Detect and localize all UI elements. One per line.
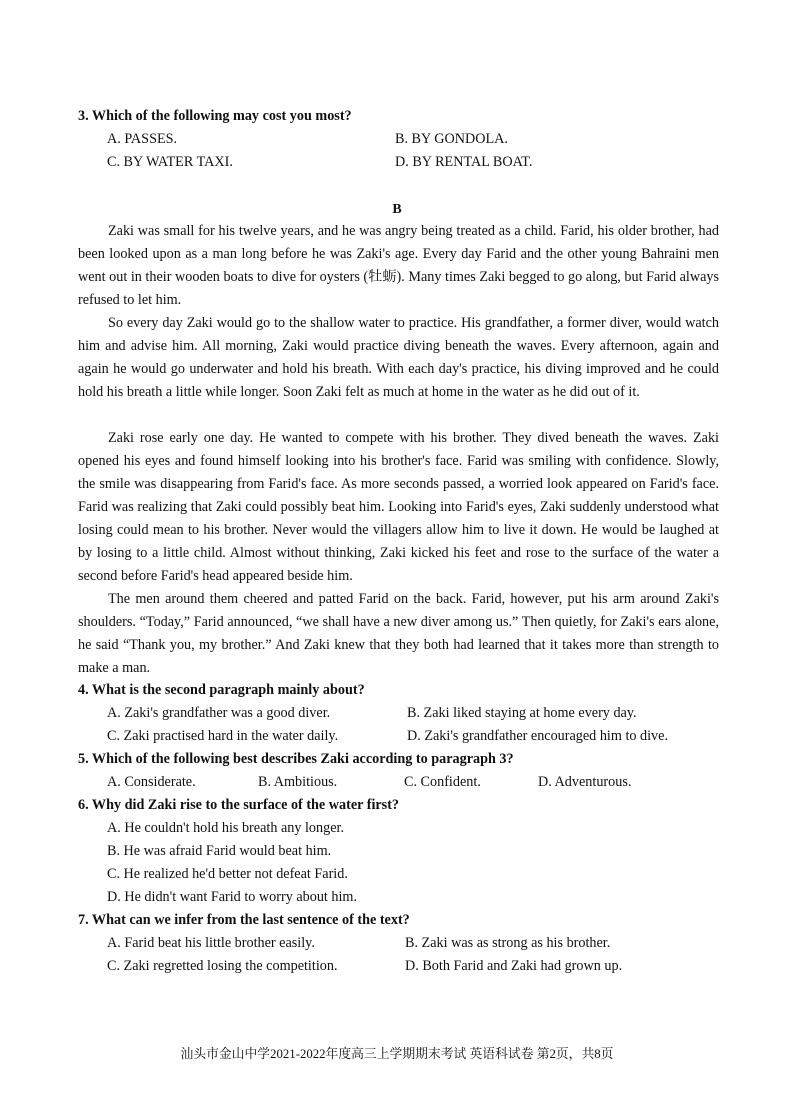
question-3-option-d: D. BY RENTAL BOAT. [395, 154, 533, 170]
question-3-option-a: A. PASSES. [107, 131, 178, 147]
question-7-option-d: D. Both Farid and Zaki had grown up. [405, 958, 623, 974]
passage-paragraph-2: So every day Zaki would go to the shallow water to practice. His grandfather, a former diver, would watch him and advise him. All morning, Zaki would practice diving beneath the waves. Every afternoon, again and again he would go underwater and hold his breath. With each day's practice, his diving improved and he could hold his breath a little while longer. Soon Zaki felt as much at home in the water as he did out of it. [78, 315, 719, 400]
question-5-option-a: A. Considerate. [107, 774, 196, 790]
question-7-option-a: A. Farid beat his little brother easily. [107, 935, 315, 951]
question-4-option-a: A. Zaki's grandfather was a good diver. [107, 705, 331, 721]
question-6-stem: 6. Why did Zaki rise to the surface of the water first? [78, 797, 400, 813]
question-5-option-d: D. Adventurous. [538, 774, 632, 790]
question-4-stem: 4. What is the second paragraph mainly about? [78, 682, 365, 698]
question-6-option-a: A. He couldn't hold his breath any longer. [107, 820, 344, 836]
question-4-option-c: C. Zaki practised hard in the water daily. [107, 728, 339, 744]
question-3-option-c: C. BY WATER TAXI. [107, 154, 233, 170]
question-5-stem: 5. Which of the following best describes Zaki according to paragraph 3? [78, 751, 514, 767]
passage-paragraph-3: Zaki rose early one day. He wanted to compete with his brother. They dived beneath the waves. Zaki opened his eyes and found himself looking into his brother's face. Farid was smiling with confidence. Slowly, the smile was disappearing from Farid's face. As more seconds passed, a worried look appeared on Farid's face. Farid was realizing that Zaki could possibly beat him. Looking into Farid's eyes, Zaki suddenly understood what losing could mean to his brother. Never would the villagers allow him to live it down. He would be laughed at by losing to a little child. Almost without thinking, Zaki kicked his feet and rose to the surface of the water a second before Farid's head appeared beside him. [78, 430, 719, 584]
question-5-option-b: B. Ambitious. [258, 774, 338, 790]
question-6-option-d: D. He didn't want Farid to worry about him. [107, 889, 358, 905]
passage-paragraph-1: Zaki was small for his twelve years, and he was angry being treated as a child. Farid, his older brother, had been looked upon as a man long before he was Zaki's age. Every day Farid and the other young Bahraini men went out in their wooden boats to dive for oysters (牡蛎). Many times Zaki begged to go along, but Farid always refused to let him. [78, 223, 719, 308]
question-6-option-c: C. He realized he'd better not defeat Farid. [107, 866, 348, 882]
question-7-stem: 7. What can we infer from the last sentence of the text? [78, 912, 410, 928]
question-3-option-b: B. BY GONDOLA. [395, 131, 508, 147]
question-4-option-b: B. Zaki liked staying at home every day. [407, 705, 637, 721]
section-b-title: B [392, 202, 402, 217]
question-5-option-c: C. Confident. [404, 774, 481, 790]
question-7-option-b: B. Zaki was as strong as his brother. [405, 935, 611, 951]
question-6-option-b: B. He was afraid Farid would beat him. [107, 843, 332, 859]
question-7-option-c: C. Zaki regretted losing the competition. [107, 958, 338, 974]
page-footer: 汕头市金山中学2021-2022年度高三上学期期末考试 英语科试卷 第2页，共8页 [180, 1047, 614, 1061]
passage-paragraph-4: The men around them cheered and patted Farid on the back. Farid, however, put his arm around Zaki's shoulders. “Today,” Farid announced, “we shall have a new diver among us.” Then quietly, for Zaki's ears alone, he said “Thank you, my brother.” And Zaki knew that they both had learned that it takes more than strength to make a man. [78, 591, 719, 676]
question-3-stem: 3. Which of the following may cost you most? [78, 108, 352, 124]
question-4-option-d: D. Zaki's grandfather encouraged him to dive. [407, 728, 668, 744]
